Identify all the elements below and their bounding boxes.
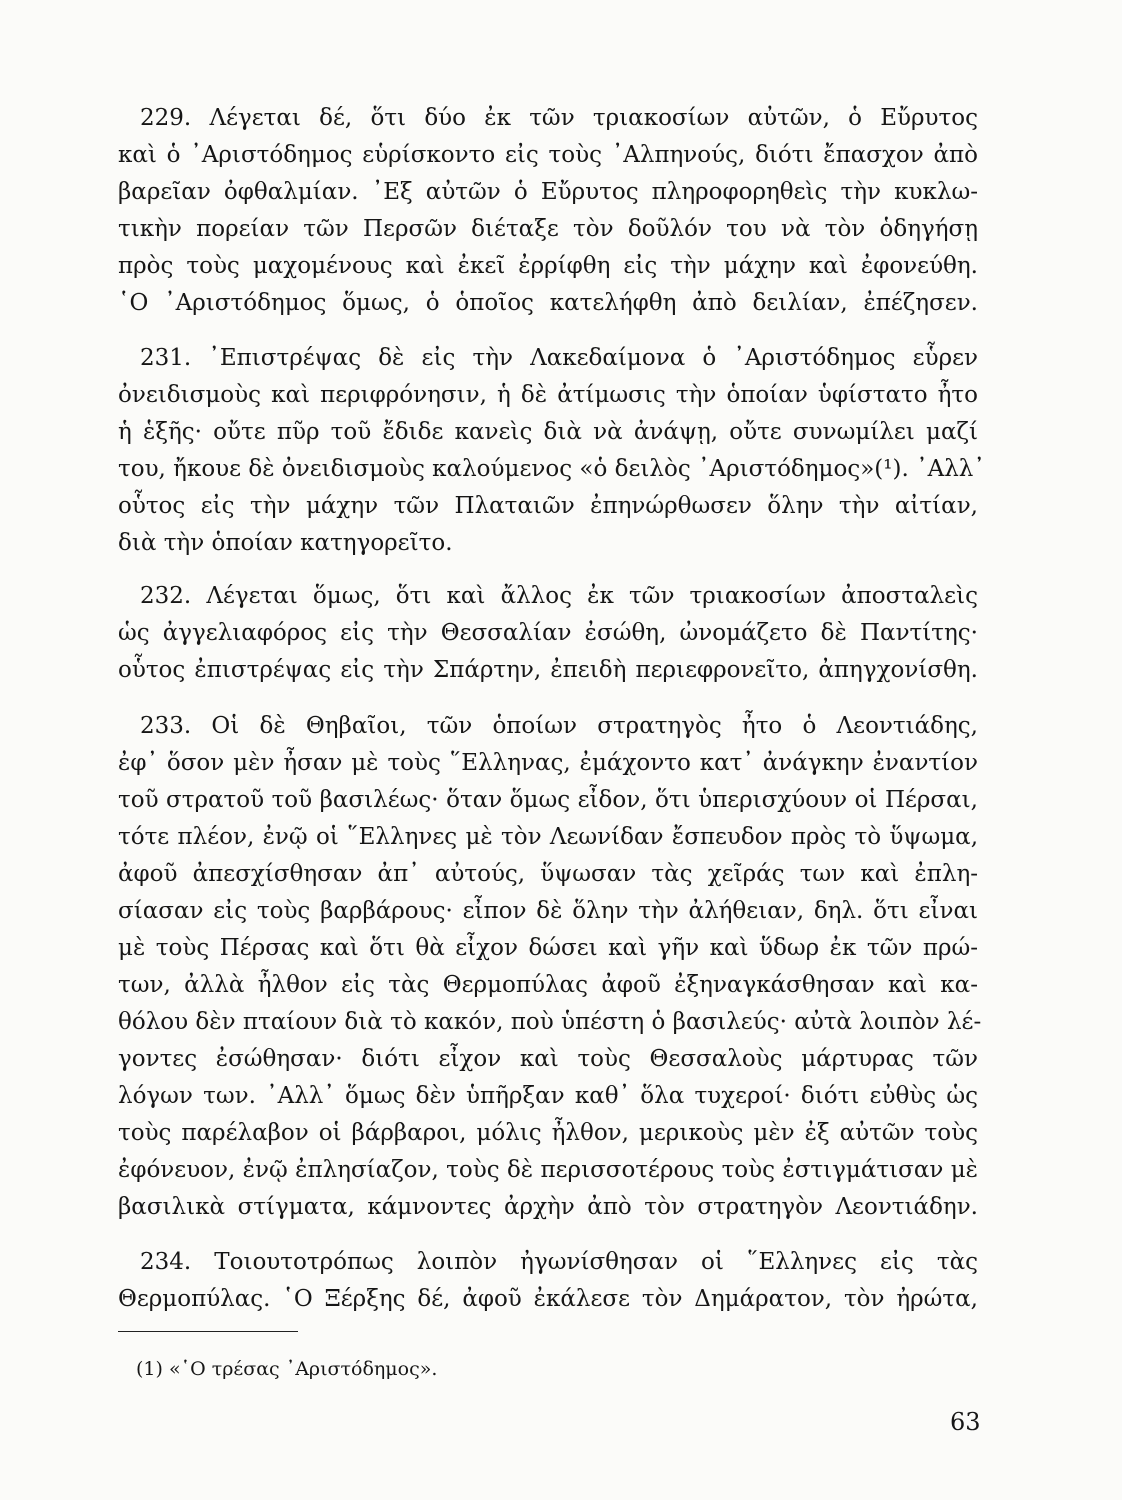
text-line: βασιλικὰ στίγματα, κάμνοντες ἀρχὴν ἀπὸ τὸν στρατηγὸν Λεοντιάδην.	[118, 1194, 978, 1220]
text-line: 233. Οἱ δὲ Θηβαῖοι, τῶν ὁποίων στρατηγὸς ἦτο ὁ Λεοντιάδης,	[140, 713, 978, 739]
text-line: ῾Ο ᾿Αριστόδημος ὅμως, ὁ ὁποῖος κατελήφθη ἀπὸ δειλίαν, ἐπέζησεν.	[118, 290, 978, 316]
text-line: οὗτος ἐπιστρέψας εἰς τὴν Σπάρτην, ἐπειδὴ περιεφρονεῖτο, ἀπηγχονίσθη.	[118, 657, 978, 683]
text-line: των, ἀλλὰ ἦλθον εἰς τὰς Θερμοπύλας ἀφοῦ ἐξηναγκάσθησαν καὶ κα-	[118, 972, 978, 998]
footnote-rule	[118, 1331, 298, 1332]
footnote: (1) «῾Ο τρέσας ᾿Αριστόδημος».	[136, 1358, 438, 1380]
text-line: τικὴν πορείαν τῶν Περσῶν διέταξε τὸν δοῦλόν του νὰ τὸν ὁδηγήσῃ	[118, 216, 978, 242]
text-line: καὶ ὁ ᾿Αριστόδημος εὑρίσκοντο εἰς τοὺς ᾿Αλπηνούς, διότι ἔπασχον ἀπὸ	[118, 142, 978, 168]
text-line: ἐφόνευον, ἐνῷ ἐπλησίαζον, τοὺς δὲ περισσοτέρους τοὺς ἐστιγμάτισαν μὲ	[118, 1157, 978, 1183]
text-line: του, ἤκουε δὲ ὀνειδισμοὺς καλούμενος «ὁ δειλὸς ᾿Αριστόδημος»(¹). ᾿Αλλ᾿	[118, 456, 985, 482]
text-line: τοῦ στρατοῦ τοῦ βασιλέως· ὅταν ὅμως εἶδον, ὅτι ὑπερισχύουν οἱ Πέρσαι,	[118, 787, 978, 813]
text-line: τότε πλέον, ἐνῷ οἱ ῞Ελληνες μὲ τὸν Λεωνίδαν ἔσπευδον πρὸς τὸ ὕψωμα,	[118, 824, 978, 850]
text-line: Θερμοπύλας. ῾Ο Ξέρξης δέ, ἀφοῦ ἐκάλεσε τὸν Δημάρατον, τὸν ἠρώτα,	[118, 1286, 978, 1312]
text-line: 232. Λέγεται ὅμως, ὅτι καὶ ἄλλος ἐκ τῶν τριακοσίων ἀποσταλεὶς	[140, 583, 978, 609]
text-line: τοὺς παρέλαβον οἱ βάρβαροι, μόλις ἦλθον, μερικοὺς μὲν ἐξ αὐτῶν τοὺς	[118, 1120, 978, 1146]
text-line: ἡ ἑξῆς· οὔτε πῦρ τοῦ ἔδιδε κανεὶς διὰ νὰ ἀνάψῃ, οὔτε συνωμίλει μαζί	[118, 419, 978, 445]
text-line: σίασαν εἰς τοὺς βαρβάρους· εἶπον δὲ ὅλην τὴν ἀλήθειαν, δηλ. ὅτι εἶναι	[118, 898, 978, 924]
text-line: μὲ τοὺς Πέρσας καὶ ὅτι θὰ εἶχον δώσει καὶ γῆν καὶ ὕδωρ ἐκ τῶν πρώ-	[118, 935, 978, 961]
page-number: 63	[950, 1408, 981, 1436]
text-line: 229. Λέγεται δέ, ὅτι δύο ἐκ τῶν τριακοσίων αὐτῶν, ὁ Εὔρυτος	[140, 105, 978, 131]
text-line: πρὸς τοὺς μαχομένους καὶ ἐκεῖ ἐρρίφθη εἰς τὴν μάχην καὶ ἐφονεύθη.	[118, 253, 978, 279]
text-line: ἐφ᾿ ὅσον μὲν ἦσαν μὲ τοὺς ῞Ελληνας, ἐμάχοντο κατ᾿ ἀνάγκην ἐναντίον	[118, 750, 978, 776]
text-line: διὰ τὴν ὁποίαν κατηγορεῖτο.	[118, 530, 453, 556]
text-line: ὀνειδισμοὺς καὶ περιφρόνησιν, ἡ δὲ ἀτίμωσις τὴν ὁποίαν ὑφίστατο ἦτο	[118, 382, 978, 408]
text-line: γοντες ἐσώθησαν· διότι εἶχον καὶ τοὺς Θεσσαλοὺς μάρτυρας τῶν	[118, 1046, 978, 1072]
text-line: λόγων των. ᾿Αλλ᾿ ὅμως δὲν ὑπῆρξαν καθ᾿ ὅλα τυχεροί· διότι εὐθὺς ὡς	[118, 1083, 978, 1109]
text-line: ἀφοῦ ἀπεσχίσθησαν ἀπ᾿ αὐτούς, ὕψωσαν τὰς χεῖράς των καὶ ἐπλη-	[118, 861, 978, 887]
text-line: οὗτος εἰς τὴν μάχην τῶν Πλαταιῶν ἐπηνώρθωσεν ὅλην τὴν αἰτίαν,	[118, 493, 978, 519]
text-line: ὡς ἀγγελιαφόρος εἰς τὴν Θεσσαλίαν ἐσώθη, ὠνομάζετο δὲ Παντίτης·	[118, 620, 978, 646]
text-line: βαρεῖαν ὀφθαλμίαν. ᾿Εξ αὐτῶν ὁ Εὔρυτος πληροφορηθεὶς τὴν κυκλω-	[118, 179, 978, 205]
text-line: 234. Τοιουτοτρόπως λοιπὸν ἠγωνίσθησαν οἱ ῞Ελληνες εἰς τὰς	[140, 1249, 978, 1275]
text-line: θόλου δὲν πταίουν διὰ τὸ κακόν, ποὺ ὑπέστη ὁ βασιλεύς· αὐτὰ λοιπὸν λέ-	[118, 1009, 982, 1035]
text-line: 231. ᾿Επιστρέψας δὲ εἰς τὴν Λακεδαίμονα ὁ ᾿Αριστόδημος εὗρεν	[140, 345, 978, 371]
